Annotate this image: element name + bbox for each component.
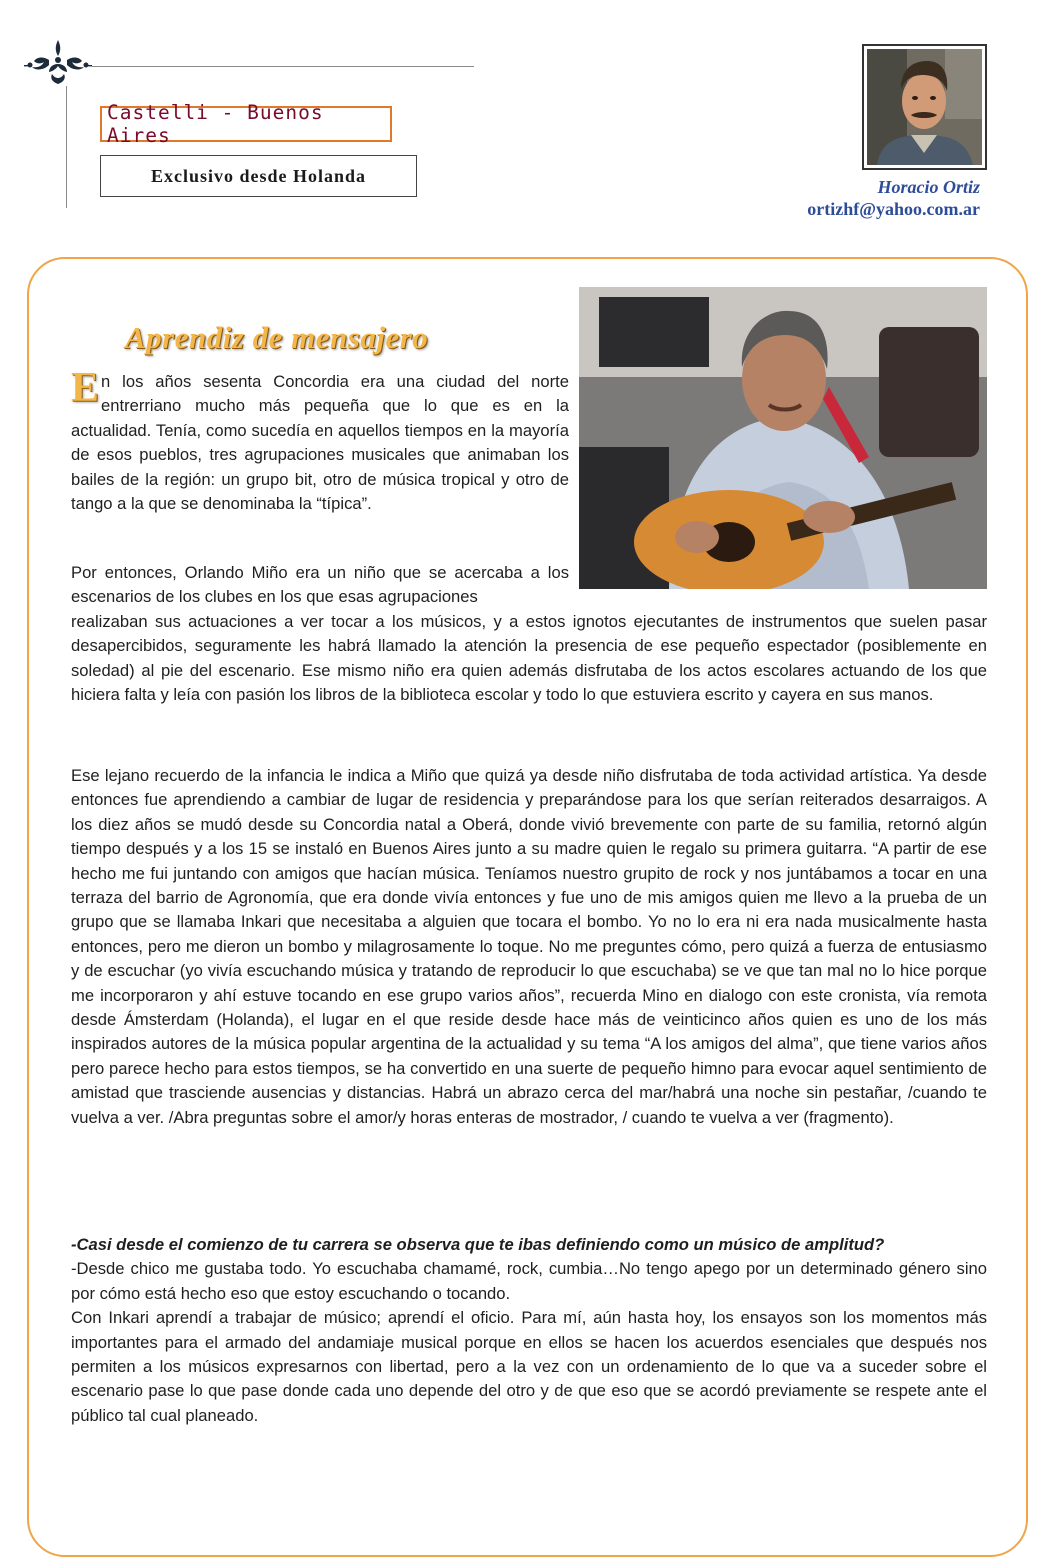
exclusive-label: Exclusivo desde Holanda bbox=[100, 155, 417, 197]
fleur-ornament-icon bbox=[22, 38, 94, 86]
article-photo bbox=[579, 287, 987, 589]
article-title: Aprendiz de mensajero bbox=[125, 320, 429, 355]
interview-answer-2: Con Inkari aprendí a trabajar de músico; aprendí el oficio. Para mí, aún hasta hoy, los ensayos son los momentos más importantes para el armado del andamiaje musical porque en ellos se hacen los acuerdos esenciales que después nos permiten a los músicos expresarnos con libertad, pero a la vez con un ordenamiento de lo que va a suceder sobre el escenario pase lo que pase donde cada uno depende del otro y de que eso que se acordó previamente se respete ante el público tal cual planeado. bbox=[71, 1308, 987, 1425]
paragraph-1-text: n los años sesenta Concordia era una ciudad del norte entrerriano mucho más pequeña que lo que es en la actualidad. Tenía, como sucedía en aquellos tiempos en la mayoría de esos pueblos, tres agrupaciones musicales que animaban los bailes de la región: un grupo bit, otro de música tropical y otro de tango a la que se denominaba la “típica”. bbox=[71, 372, 569, 514]
author-photo bbox=[862, 44, 987, 170]
article-paragraph-1 bbox=[71, 365, 569, 516]
header-side-divider bbox=[66, 86, 67, 208]
article-paragraph-2a: Por entonces, Orlando Miño era un niño que se acercaba a los escenarios de los clubes en los que esas agrupaciones bbox=[71, 563, 569, 607]
interview-answer-1: -Desde chico me gustaba todo. Yo escuchaba chamamé, rock, cumbia…No tengo apego por un determinado género sino por cómo está hecho eso que estoy escuchando o tocando. bbox=[71, 1259, 987, 1303]
author-name: Horacio Ortiz bbox=[877, 177, 980, 197]
drop-cap: E bbox=[71, 365, 100, 411]
interview-block bbox=[71, 1233, 987, 1428]
article-paragraph-2b: realizaban sus actuaciones a ver tocar a los músicos, y a estos ignotos ejecutantes de instrumentos que suelen pasar desapercibidos, seguramente les habrá llamado la atención la presencia de ese pequeño espectador (posiblemente en soledad) al pie del escenario. Ese mismo niño era quien además disfrutaba de los actos escolares actuando de los que hiciera falta y leía con pasión los libros de la biblioteca escolar y todo lo que estuviera escrito y cayera en sus manos. bbox=[71, 612, 987, 705]
section-label: Castelli - Buenos Aires bbox=[100, 106, 392, 142]
header-divider bbox=[92, 66, 474, 67]
author-email: ortizhf@yahoo.com.ar bbox=[807, 199, 980, 219]
article-paragraph-3: Ese lejano recuerdo de la infancia le indica a Miño que quizá ya desde niño disfrutaba de toda actividad artística. Ya desde entonces fue aprendiendo a cambiar de lugar de residencia y preparándose para los que serían reiterados desarraigos. A los diez años se mudó desde su Concordia natal a Oberá, donde vivió brevemente con parte de su familia, retornó algún tiempo después y a los 15 se instaló en Buenos Aires junto a su madre quien le regalo su primera guitarra. “A partir de ese hecho me fui juntando con amigos que hacían música. Teníamos nuestro grupito de rock y nos juntábamos a tocar en una terraza del barrio de Agronomía, que era donde vivía entonces y fue uno de mis amigos quien me llevo a la prueba de un grupo que se llamaba Inkari que necesitaba a alguien que tocara el bombo. Yo no lo era ni era nada musicalmente hasta entonces, pero me dieron un bombo y milagrosamente lo toque. No me preguntes cómo, pero quizá a fuerza de entusiasmo y de escuchar (yo vivía escuchando música y tratando de reproducir lo que escuchaba) se ve que tan mal no lo hice porque me incorporaron y ahí estuve tocando en ese grupo varios años”, recuerda Mino en dialogo con este cronista, vía remota desde Ámsterdam (Holanda), el lugar en el que reside desde hace más de veinticinco años quien es uno de los más inspirados autores de la música popular argentina de la actualidad y su tema “A los amigos del alma”, que tiene varios años pero parece hecho para estos tiempos, se ha convertido en una suerte de pequeño himno para evocar aquel sentimiento de amistad que trasciende ausencias y distancias. Habrá un abrazo cerca del mar/habrá una noche sin pestañar, /cuando te vuelva a ver. /Abra preguntas sobre el amor/y horas enteras de mostrador, / cuando te vuelva a ver (fragmento). bbox=[71, 766, 987, 1127]
interview-question: -Casi desde el comienzo de tu carrera se observa que te ibas definiendo como un músico de amplitud? bbox=[71, 1235, 885, 1254]
